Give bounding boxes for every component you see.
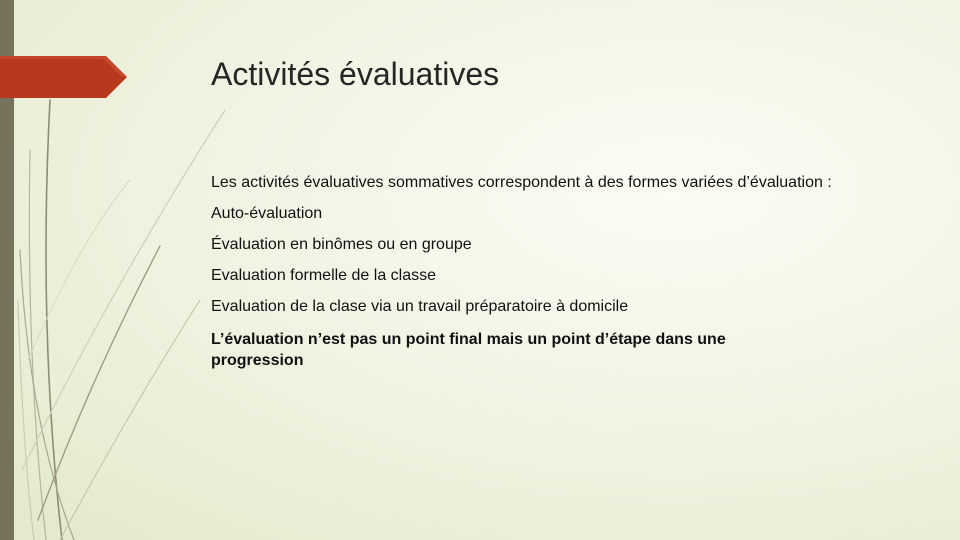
slide-body: [211, 172, 911, 381]
title-arrow-icon: [0, 56, 130, 98]
list-item: Evaluation formelle de la classe: [211, 267, 437, 284]
intro-text: Les activités évaluatives sommatives correspondent à des formes variées d’évaluation :: [211, 174, 832, 191]
conclusion-text: L’évaluation n’est pas un point final mais un point d’étape dans une progression: [211, 331, 726, 369]
slide-title: Activités évaluatives: [211, 56, 500, 92]
list-item: Evaluation de la clase via un travail préparatoire à domicile: [211, 298, 629, 315]
list-item: Évaluation en binômes ou en groupe: [211, 236, 472, 253]
list-item: Auto-évaluation: [211, 205, 323, 222]
